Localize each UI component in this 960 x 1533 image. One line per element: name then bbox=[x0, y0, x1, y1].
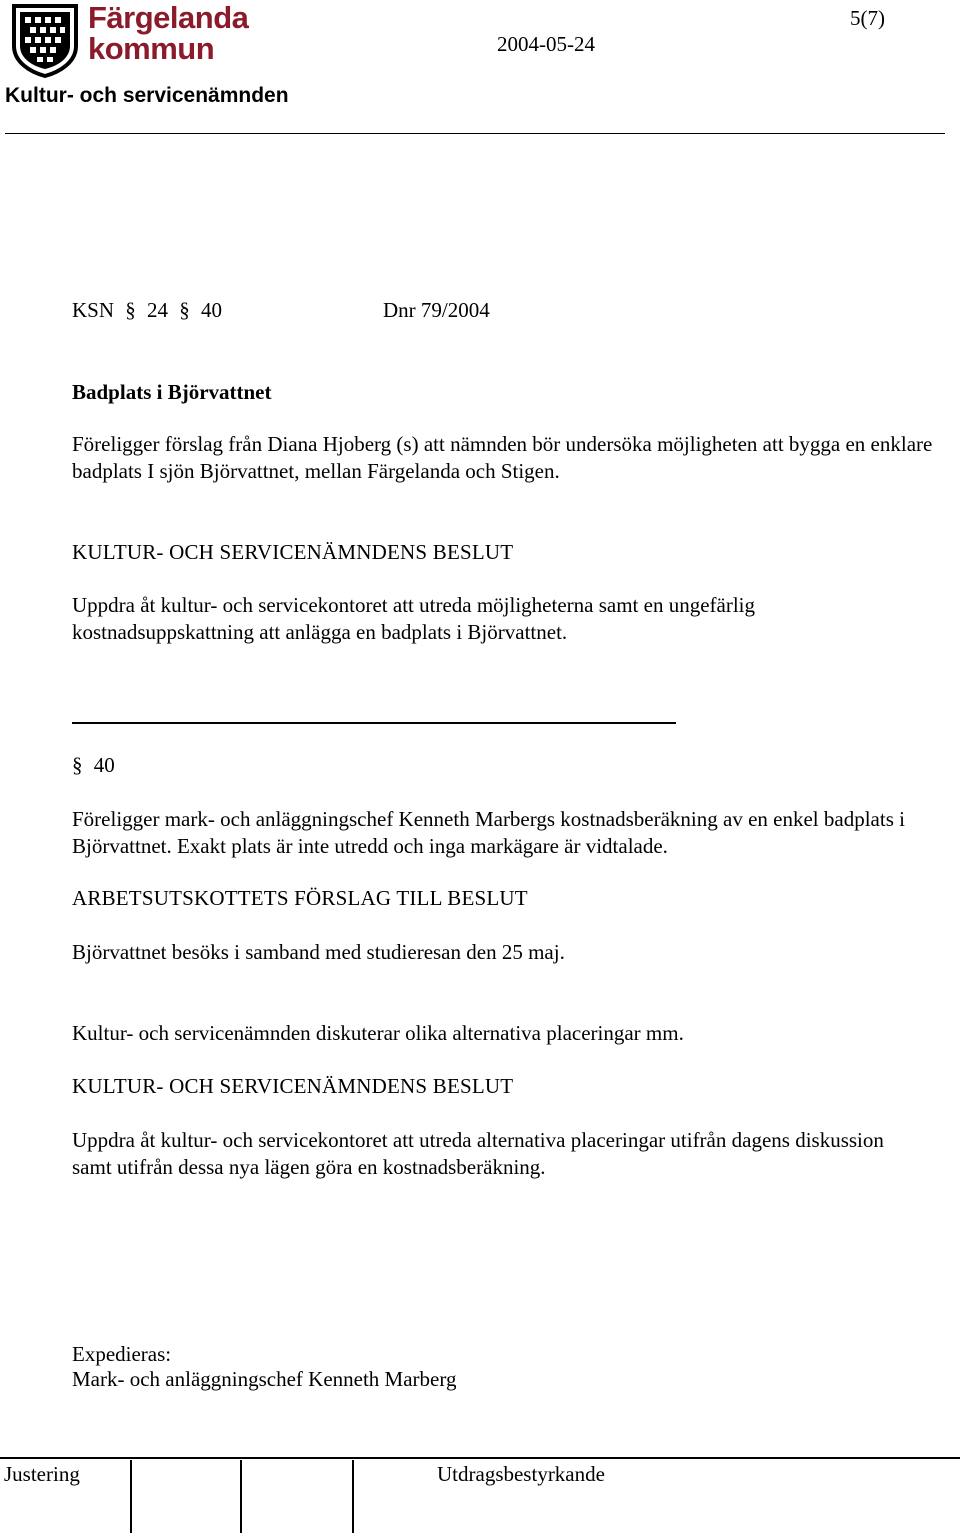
section-sign-icon: § bbox=[125, 298, 136, 322]
logo-text-line1: Färgelanda bbox=[88, 0, 249, 35]
section-divider bbox=[72, 722, 676, 724]
decision-heading: KULTUR- OCH SERVICENÄMNDENS BESLUT bbox=[72, 1074, 514, 1098]
page-number: 5(7) bbox=[850, 6, 885, 30]
section-reference bbox=[72, 753, 115, 778]
signature-box-divider bbox=[240, 1460, 242, 1533]
logo-text-line2: kommun bbox=[88, 31, 215, 66]
decision-heading: KULTUR- OCH SERVICENÄMNDENS BESLUT bbox=[72, 540, 514, 564]
distribution-recipient: Mark- och anläggningschef Kenneth Marberg bbox=[72, 1367, 457, 1391]
footer-justering-label: Justering bbox=[4, 1462, 80, 1486]
header-divider bbox=[5, 133, 945, 134]
paragraph-number-1: 24 bbox=[147, 298, 169, 322]
document-date: 2004-05-24 bbox=[497, 32, 595, 56]
paragraph-number-2: 40 bbox=[201, 298, 223, 322]
footer-certification-label: Utdragsbestyrkande bbox=[437, 1462, 605, 1486]
decision-text: Uppdra åt kultur- och servicekontoret att utreda alternativa placeringar utifrån dagens diskussion samt utifrån dessa nya lägen göra en kostnadsberäkning. bbox=[72, 1128, 884, 1179]
reference-line bbox=[72, 298, 490, 323]
municipality-seal-logo bbox=[8, 2, 82, 78]
proposal-text: Björvattnet besöks i samband med studieresan den 25 maj. bbox=[72, 940, 565, 964]
diary-number: Dnr 79/2004 bbox=[383, 298, 490, 322]
org-code: KSN bbox=[72, 298, 115, 322]
proposal-heading: ARBETSUTSKOTTETS FÖRSLAG TILL BESLUT bbox=[72, 886, 528, 910]
section-sign-icon: § bbox=[179, 298, 190, 322]
committee-name: Kultur- och servicenämnden bbox=[5, 84, 289, 107]
item-title: Badplats i Björvattnet bbox=[72, 380, 272, 404]
item-body: Föreligger mark- och anläggningschef Kenneth Marbergs kostnadsberäkning av en enkel badplats i Björvattnet. Exakt plats är inte utredd och inga markägare är vidtalade. bbox=[72, 807, 905, 858]
section-sign-icon: § bbox=[72, 753, 83, 777]
item-body: Föreligger förslag från Diana Hjoberg (s) att nämnden bör undersöka möjligheten att bygga en enklare badplats I sjön Björvattnet, mellan Färgelanda och Stigen. bbox=[72, 432, 933, 483]
discussion-text: Kultur- och servicenämnden diskuterar olika alternativa placeringar mm. bbox=[72, 1021, 684, 1045]
decision-text: Uppdra åt kultur- och servicekontoret att utreda möjligheterna samt en ungefärlig kostnadsuppskattning att anlägga en badplats i Björvattnet. bbox=[72, 593, 756, 644]
distribution-label: Expedieras: bbox=[72, 1342, 172, 1366]
signature-box-divider bbox=[130, 1460, 132, 1533]
footer-divider bbox=[0, 1457, 960, 1459]
section-number: 40 bbox=[93, 753, 115, 777]
signature-box-divider bbox=[352, 1460, 354, 1533]
